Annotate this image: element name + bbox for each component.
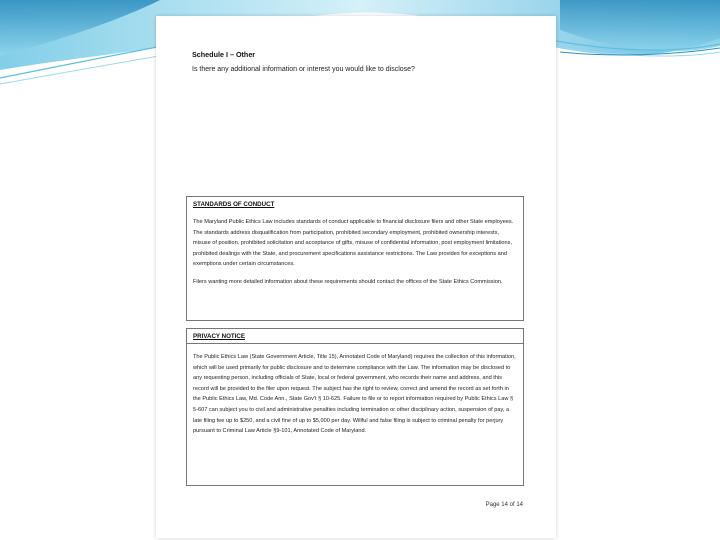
schedule-title: Schedule I – Other [192,50,256,59]
privacy-notice-box [186,328,524,486]
standards-contact-paragraph: Filers wanting more detailed information about these requirements should contact the offices of the State Ethics Commission. [193,278,503,285]
privacy-paragraph: The Public Ethics Law (State Government Article, Title 15), Annotated Code of Maryland) requires the collection of this information, which will be used primarily for public disclosure and to determine compliance with the Law. The information may be disclosed to any requesting person, including officials of State, local or federal government, who records their name and address, and this record will be provided to the filer upon request. The subject has the right to review, correct and amend the record as set forth in the Public Ethics Law, Md. Code Ann., State Gov't § 10-625. Failure to file or to report information required by Public Ethics Law § 5-607 can subject you to civil and administrative penalties including termination or other disciplinary action, suspension of pay, a late filing fee up to $250, and a civil fine of up to $5,000 per day. Willful and false filing is subject to criminal penalty for perjury pursuant to Criminal Law Article §9-101, Annotated Code of Maryland. [193,354,516,435]
schedule-question: Is there any additional information or interest you would like to disclose? [192,66,415,73]
document-page [156,16,556,538]
privacy-header [187,329,523,344]
privacy-title: PRIVACY NOTICE [193,333,246,340]
standards-title: STANDARDS OF CONDUCT [193,201,275,208]
page-number: Page 14 of 14 [485,502,523,508]
standards-paragraph: The Maryland Public Ethics Law includes standards of conduct applicable to financial disclosure filers and other State employees. The standards address disqualification from participation, prohibited secondary employment, prohibited ownership interests, misuse of position, prohibited solicitation and acceptance of gifts, misuse of confidential information, post employment limitations, prohibited dealings with the State, and procurement specifications assistance restrictions. The Law provides for exceptions and exemptions under certain circumstances. [193,219,514,268]
standards-of-conduct-box [186,196,524,321]
